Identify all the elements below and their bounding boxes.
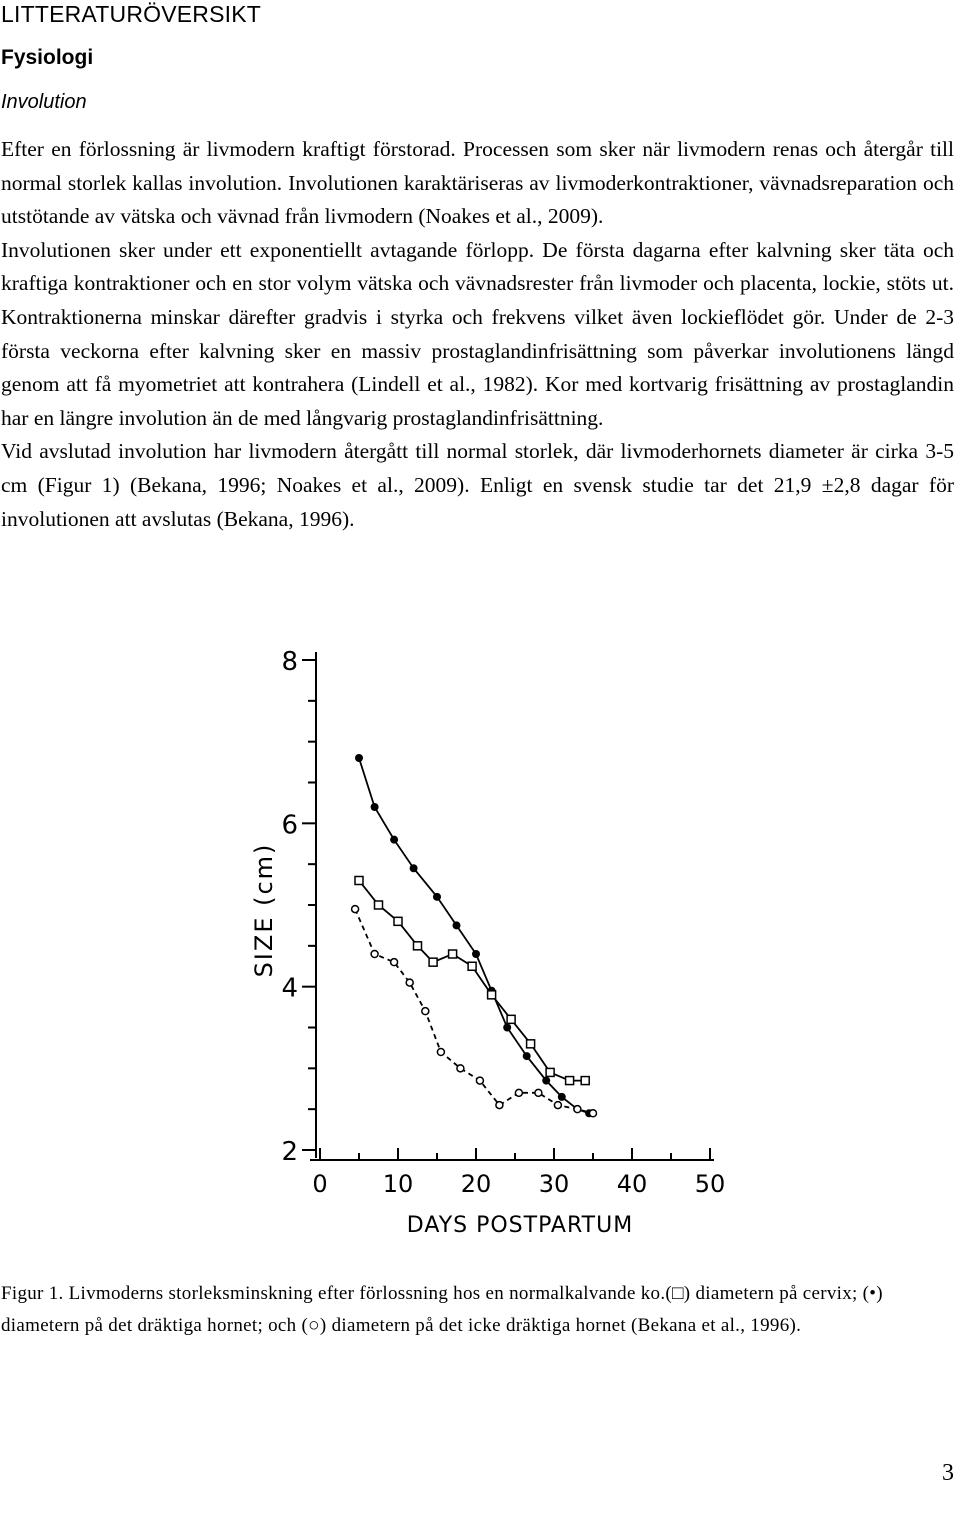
y-tick-label: 8 [281, 647, 298, 677]
y-tick-label: 6 [281, 810, 298, 841]
data-point-open-square [566, 1077, 574, 1085]
data-point-open-circle [590, 1110, 597, 1117]
data-point-open-square [414, 942, 422, 950]
data-point-open-circle [422, 1008, 429, 1015]
data-point-open-circle [371, 951, 378, 958]
data-point-filled-circle [453, 921, 461, 929]
data-point-open-square [546, 1068, 554, 1076]
x-tick-label: 0 [312, 1170, 328, 1198]
data-point-open-circle [574, 1106, 581, 1113]
data-point-open-square [507, 1015, 515, 1023]
figure-1 [0, 620, 960, 1260]
data-point-open-circle [437, 1049, 444, 1056]
y-tick-label: 2 [281, 1137, 298, 1167]
data-point-open-square [488, 991, 496, 999]
y-tick-label: 4 [281, 973, 298, 1004]
data-point-open-circle [496, 1102, 503, 1109]
data-point-open-circle [515, 1089, 522, 1096]
x-axis-label: DAYS POSTPARTUM [406, 1213, 634, 1238]
data-point-filled-circle [355, 754, 363, 762]
data-point-open-circle [406, 979, 413, 986]
data-point-filled-circle [390, 836, 398, 844]
data-point-filled-circle [503, 1024, 511, 1032]
data-point-filled-circle [371, 803, 379, 811]
data-point-open-circle [352, 906, 359, 913]
data-point-filled-circle [523, 1052, 531, 1060]
figure-caption: Figur 1. Livmoderns storleksminskning efter förlossning hos en normalkalvande ko.(□) diametern på cervix; (•) diametern på det dräktiga hornet; och (○) diametern på det icke dräktiga hornet (Bekana et al., 1996). [1, 1283, 883, 1336]
section-heading: LITTERATURÖVERSIKT [1, 1, 262, 27]
data-point-open-square [394, 917, 402, 925]
series-2-line [359, 881, 585, 1081]
subsection-heading: Fysiologi [1, 46, 94, 69]
data-point-filled-circle [433, 893, 441, 901]
data-point-open-square [375, 901, 383, 909]
subsubsection-heading: Involution [1, 91, 87, 113]
involution-chart [0, 620, 960, 1260]
body-text [1, 133, 954, 536]
data-point-filled-circle [558, 1093, 566, 1101]
series-3-line [355, 909, 593, 1113]
data-point-open-square [449, 950, 457, 958]
data-point-open-circle [476, 1077, 483, 1084]
data-point-open-square [527, 1040, 535, 1048]
page-number: 3 [942, 1460, 954, 1486]
data-point-open-square [581, 1077, 589, 1085]
data-point-open-circle [391, 959, 398, 966]
data-point-filled-circle [472, 950, 480, 958]
data-point-open-square [355, 877, 363, 885]
paragraph-1: Efter en förlossning är livmodern kraftigt förstorad. Processen som sker när livmodern renas och återgår till normal storlek kallas involution. Involutionen karaktäriseras av livmoderkontraktioner, vävnadsreparation och utstötande av vätska och vävnad från livmodern (Noakes et al., 2009). [1, 137, 954, 229]
x-tick-label: 10 [382, 1170, 414, 1198]
data-point-filled-circle [410, 864, 418, 872]
x-tick-label: 20 [460, 1170, 492, 1198]
data-point-open-square [429, 958, 437, 966]
data-point-open-square [468, 962, 476, 970]
data-point-open-circle [554, 1102, 561, 1109]
x-tick-label: 40 [616, 1170, 648, 1198]
series-1-line [359, 758, 589, 1113]
data-point-filled-circle [542, 1077, 550, 1085]
data-point-open-circle [457, 1065, 464, 1072]
y-axis-label: SIZE (cm) [250, 842, 278, 978]
x-tick-label: 50 [694, 1170, 726, 1198]
x-tick-label: 30 [538, 1170, 570, 1198]
paragraph-3: Vid avslutad involution har livmodern återgått till normal storlek, där livmoderhornets diameter är cirka 3-5 cm (Figur 1) (Bekana, 1996; Noakes et al., 2009). Enligt en svensk studie tar det 21,9 ±2,8 dagar för involutionen att avslutas (Bekana, 1996). [1, 439, 954, 531]
paragraph-2: Involutionen sker under ett exponentiellt avtagande förlopp. De första dagarna efter kalvning sker täta och kraftiga kontraktioner och en stor volym vätska och vävnadsrester från livmoder och placenta, lockie, stöts ut. Kontraktionerna minskar därefter gradvis i styrka och frekvens vilket även lockieflödet gör. Under de 2-3 första veckorna efter kalvning sker en massiv prostaglandinfrisättning som påverkar involutionens längd genom att få myometriet att kontrahera (Lindell et al., 1982). Kor med kortvarig frisättning av prostaglandin har en längre involution än de med långvarig prostaglandinfrisättning. [1, 237, 954, 430]
data-point-open-circle [535, 1089, 542, 1096]
